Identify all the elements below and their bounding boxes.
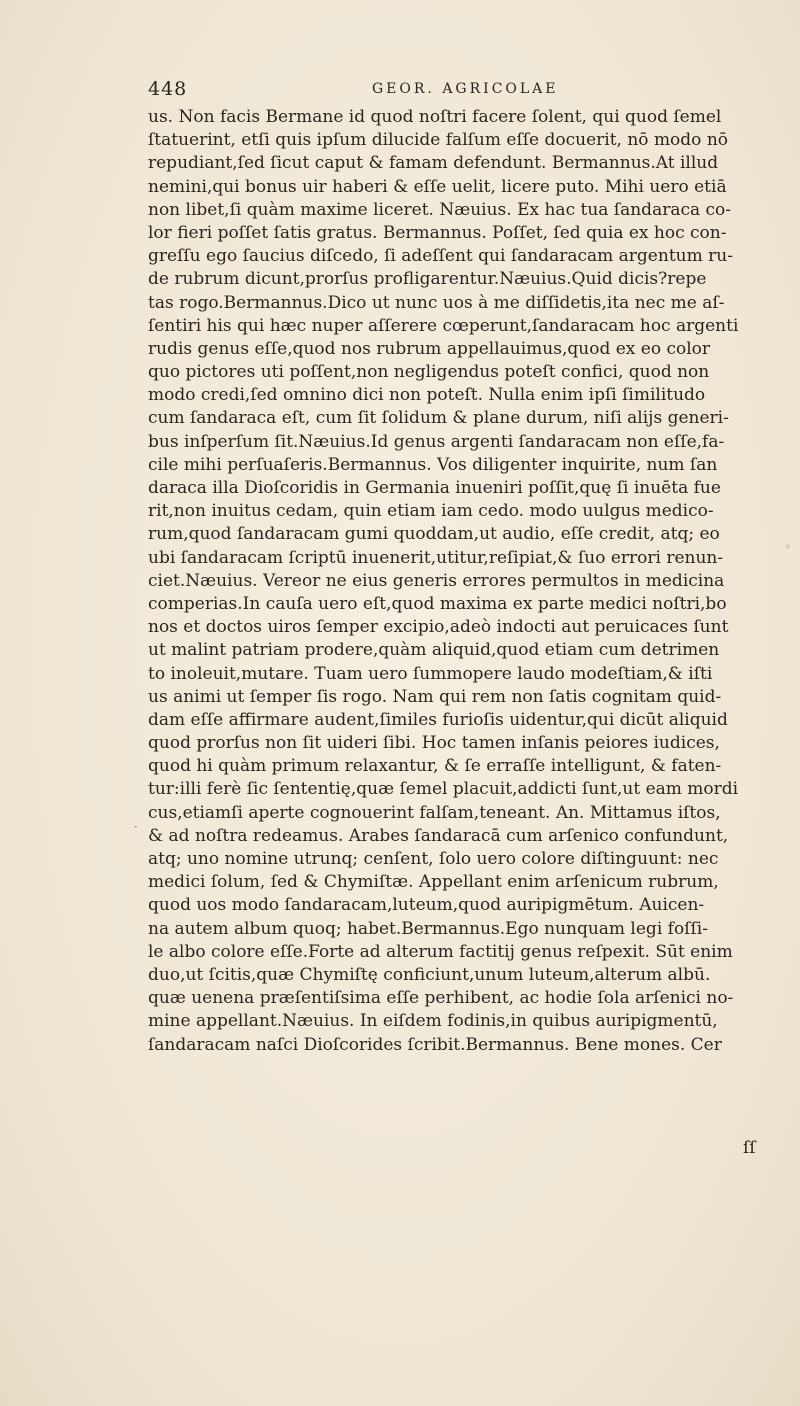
text-line: duo,ut ſcitis,quæ Chymiſtę conficiunt,unum luteum,alterum albū. xyxy=(148,964,711,985)
text-line: to inoleuit,mutare. Tuam uero ſummopere laudo modeſtiam,& iſti xyxy=(148,663,713,684)
text-line: ubi ſandaracam ſcriptū inuenerit,utitur,reſipiat,& ſuo errori renun- xyxy=(148,547,724,568)
text-line: tas rogo.Bermannus.Dico ut nunc uos à me diſſidetis,ita nec me aſ- xyxy=(148,292,725,313)
text-line: us animi ut ſemper ſis rogo. Nam qui rem non ſatis cognitam quid- xyxy=(148,686,722,707)
text-line: rit,non inuitus cedam, quin etiam iam cedo. modo uulgus medico- xyxy=(148,501,714,522)
text-line: daraca illa Dioſcoridis in Germania inueniri poſſit,quę ſi inuēta fue xyxy=(148,478,721,498)
text-line: na autem album quoq; habet.Bermannus.Ego nunquam legi foſſi- xyxy=(148,918,708,939)
text-line: rudis genus eſſe,quod nos rubrum appellauimus,quod ex eo color xyxy=(148,338,711,359)
text-line: ciet.Næuius. Vereor ne eius generis errores permultos in medicina xyxy=(148,570,725,591)
text-line: ſentiri his qui hæc nuper aſſerere cœperunt,ſandaracam hoc argenti xyxy=(148,315,739,336)
text-line: nemini,qui bonus uir haberi & eſſe uelit, licere puto. Mihi uero etiā xyxy=(148,176,727,197)
text-line: bus inſperſum ſit.Næuius.Id genus argenti ſandaracam non eſſe,fa- xyxy=(148,431,725,452)
text-line: dam eſſe affirmare audent,ſimiles furioſis uidentur,qui dicūt aliquid xyxy=(148,709,728,730)
text-line: quod prorſus non ſit uideri ſibi. Hoc tamen inſanis peiores iudices, xyxy=(148,733,720,754)
margin-mark: · xyxy=(134,820,138,834)
body-text xyxy=(148,106,758,1057)
text-line: ſandaracam naſci Dioſcorides ſcribit.Bermannus. Bene mones. Cer xyxy=(148,1034,722,1055)
text-line: medici ſolum, ſed & Chymiſtæ. Appellant enim arſenicum rubrum, xyxy=(148,872,719,893)
catchword: ſſ xyxy=(743,1138,756,1158)
text-line: cile mihi perſuaſeris.Bermannus. Vos diligenter inquirite, num ſan xyxy=(148,454,718,475)
text-line: le albo colore eſſe.Forte ad alterum factitij genus reſpexit. Sūt enim xyxy=(148,941,733,962)
text-line: nos et doctos uiros ſemper excipio,adeò indocti aut peruicaces ſunt xyxy=(148,617,729,638)
page-number: 448 xyxy=(148,78,188,100)
text-line: cum ſandaraca eſt, cum ſit ſolidum & plane durum, niſi alijs generi- xyxy=(148,408,729,429)
text-line: & ad noſtra redeamus. Arabes ſandaracā cum arſenico confundunt, xyxy=(148,825,729,846)
text-line: greſſu ego ſaucius diſcedo, ſi adeſſent qui ſandaracam argentum ru- xyxy=(148,246,733,267)
text-line: atq; uno nomine utrunq; cenſent, ſolo uero colore diſtinguunt: nec xyxy=(148,849,719,869)
text-line: comperias.In cauſa uero eſt,quod maxima ex parte medici noſtri,bo xyxy=(148,593,727,614)
text-line: mine appellant.Næuius. In eiſdem fodinis,in quibus auripigmentū, xyxy=(148,1011,718,1032)
text-line: repudiant,ſed ſicut caput & famam defendunt. Bermannus.At illud xyxy=(148,153,719,174)
text-line: modo credi,ſed omnino dici non poteſt. Nulla enim ipſi ſimilitudo xyxy=(148,385,706,406)
text-line: us. Non facis Bermane id quod noſtri facere ſolent, qui quod ſemel xyxy=(148,107,722,127)
text-line: cus,etiamſi aperte cognouerint falſam,teneant. An. Mittamus iſtos, xyxy=(148,802,721,823)
text-line: ut malint patriam prodere,quàm aliquid,quod etiam cum detrimen xyxy=(148,640,720,661)
text-line: quod hi quàm primum relaxantur, & ſe erraſſe intelligunt, & faten- xyxy=(148,756,722,777)
running-head: GEOR. AGRICOLAE xyxy=(372,81,559,97)
margin-mark: ◦ xyxy=(784,540,792,554)
text-line: quæ uenena præſentiſsima eſſe perhibent, ac hodie ſola arſenici no- xyxy=(148,988,734,1009)
text-line: ſtatuerint, etſi quis ipſum dilucide falſum eſſe docuerit, nō modo nō xyxy=(148,130,729,151)
text-line: tur:illi ferè ſic ſententię,quæ ſemel placuit,addicti ſunt,ut eam mordi xyxy=(148,779,739,800)
text-line: non libet,ſi quàm maxime liceret. Næuius. Ex hac tua ſandaraca co- xyxy=(148,199,732,220)
text-line: quod uos modo ſandaracam,luteum,quod auripigmētum. Auicen- xyxy=(148,895,705,916)
text-line: rum,quod ſandaracam gumi quoddam,ut audio, eſſe credit, atq; eo xyxy=(148,524,720,545)
page-header xyxy=(148,78,708,102)
text-line: lor fieri poſſet ſatis gratus. Bermannus. Poſſet, ſed quia ex hoc con- xyxy=(148,222,727,243)
text-line: quo pictores uti poſſent,non negligendus poteſt confici, quod non xyxy=(148,362,710,383)
text-line: de rubrum dicunt,prorſus profligarentur.Næuius.Quid dicis?repe xyxy=(148,269,707,290)
